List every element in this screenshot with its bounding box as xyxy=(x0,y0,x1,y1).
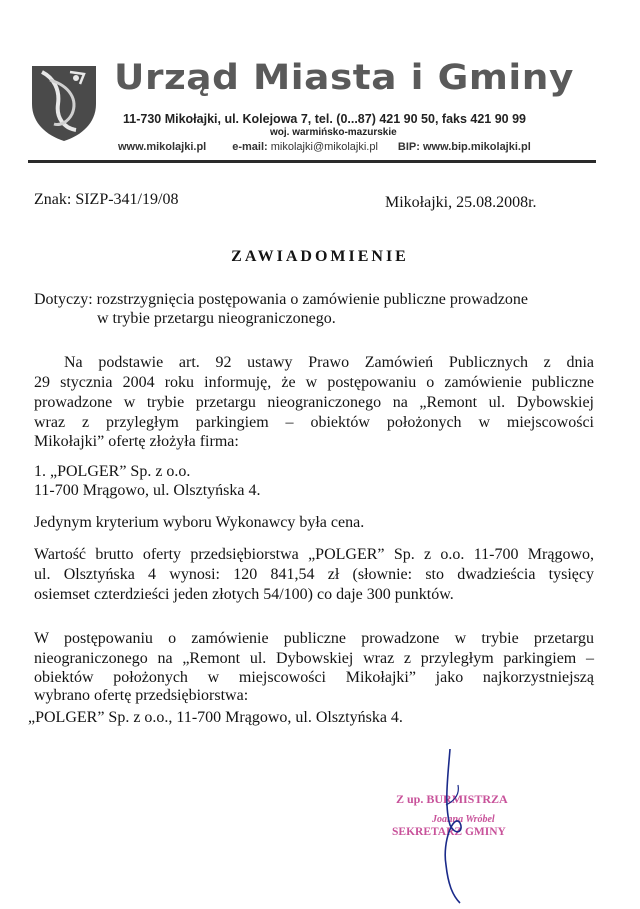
reference-number: Znak: SIZP-341/19/08 xyxy=(34,191,179,208)
paragraph-3-line: wybrano ofertę przedsiębiorstwa: xyxy=(34,687,249,704)
email-label: e-mail: xyxy=(232,141,268,153)
letterhead-region: woj. warmińsko-mazurskie xyxy=(270,127,397,138)
letterhead-address: 11-730 Mikołajki, ul. Kolejowa 7, tel. (0...87) 421 90 50, faks 421 90 99 xyxy=(123,112,527,126)
paragraph-2-line: ul. Olsztyńska 4 wynosi: 120 841,54 zł (słownie: sto dwadzieścia tysięcy xyxy=(34,566,594,583)
place-date: Mikołajki, 25.08.2008r. xyxy=(385,194,537,211)
bidder-address: 11-700 Mrągowo, ul. Olsztyńska 4. xyxy=(34,482,261,499)
paragraph-1-line: Na podstawie art. 92 ustawy Prawo Zamówień Publicznych z dnia xyxy=(64,354,594,371)
paragraph-1-line: Mikołajki” ofertę złożyła firma: xyxy=(34,433,239,450)
stamp-name: Joanna Wróbel xyxy=(432,814,495,825)
selection-criterion: Jedynym kryterium wyboru Wykonawcy była cena. xyxy=(34,514,365,531)
handwritten-signature xyxy=(420,745,480,905)
paragraph-3-line: nieograniczonego na „Remont ul. Dybowskiej wraz z przyległym parkingiem – xyxy=(34,650,594,667)
website-link[interactable]: www.mikolajki.pl xyxy=(118,141,207,153)
paragraph-1-line: wraz z przyległym parkingiem – obiektów położonych w miejscowości xyxy=(34,414,594,431)
subject-line-2: w trybie przetargu nieograniczonego. xyxy=(97,310,336,327)
paragraph-3-line: obiektów położonych w miejscowości Mikołajki” jako najkorzystniejszą xyxy=(34,669,594,686)
bip-link[interactable]: www.bip.mikolajki.pl xyxy=(422,141,531,153)
letterhead-divider xyxy=(28,160,596,163)
stamp-line-1: Z up. BURMISTRZA xyxy=(396,792,508,806)
paragraph-1-line: prowadzone w trybie przetargu nieograniczonego na „Remont ul. Dybowskiej xyxy=(34,394,594,411)
letterhead-contacts xyxy=(118,141,531,153)
stamp-line-3: SEKRETARZ GMINY xyxy=(392,826,506,838)
paragraph-2-line: Wartość brutto oferty przedsiębiorstwa „POLGER” Sp. z o.o. 11-700 Mrągowo, xyxy=(34,546,594,563)
email-link[interactable]: mikolajki@mikolajki.pl xyxy=(270,141,378,153)
winning-bidder: „POLGER” Sp. z o.o., 11-700 Mrągowo, ul. Olsztyńska 4. xyxy=(28,709,403,726)
paragraph-1-line: 29 stycznia 2004 roku informuję, że w postępowaniu o zamówienie publiczne xyxy=(34,374,594,391)
subject-line-1: Dotyczy: rozstrzygnięcia postępowania o zamówienie publiczne prowadzone xyxy=(34,291,529,308)
document-title: ZAWIADOMIENIE xyxy=(231,248,409,265)
bidder-name: 1. „POLGER” Sp. z o.o. xyxy=(34,463,191,480)
letterhead-title: Urząd Miasta i Gminy xyxy=(114,58,574,98)
paragraph-3-line: W postępowaniu o zamówienie publiczne prowadzone w trybie przetargu xyxy=(34,630,594,647)
bip-label: BIP: xyxy=(397,141,420,153)
paragraph-2-line: osiemset czterdzieści jeden złotych 54/100) co daje 300 punktów. xyxy=(34,586,454,603)
fish-crest-icon xyxy=(30,64,98,142)
